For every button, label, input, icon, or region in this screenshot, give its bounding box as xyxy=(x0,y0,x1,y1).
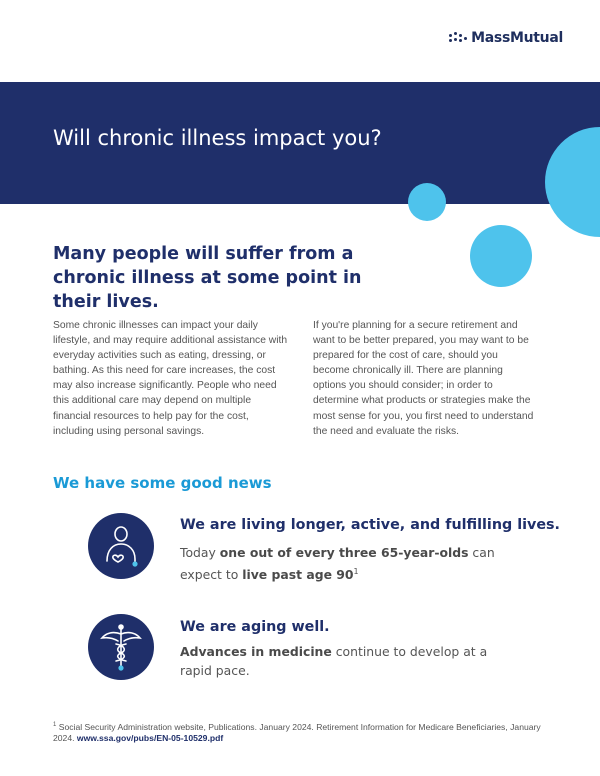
intro-subheading: Many people will suffer from a chronic illness at some point in their lives. xyxy=(53,244,362,312)
decorative-circle-medium xyxy=(470,225,532,287)
ssa-source-link[interactable]: www.ssa.gov/pubs/EN-05-10529.pdf xyxy=(76,733,224,744)
decorative-circle-small xyxy=(408,183,446,221)
caduceus-icon xyxy=(88,614,154,680)
body-paragraph-right: If you're planning for a secure retirement and want to be better prepared, you may want to be prepared for the cost of care, should you become chronically ill. There are planning options you should consider; in order to determine what products or strategies make the most sense for you, you first need to understand the need and evaluate the risks. xyxy=(313,320,534,437)
page-title: Will chronic illness impact you? xyxy=(53,126,382,150)
body-paragraph-left: Some chronic illnesses can impact your daily lifestyle, and may require additional assistance with everyday activities such as eating, dressing, or bathing. As this need for care increases, the cost may also increase significantly. People who need this additional care may depend on multiple financial resources to help pay for the cost, including using personal savings. xyxy=(53,320,288,437)
fact-title-aging-well: We are aging well. xyxy=(180,619,330,635)
footnote: $^1$ Social Security Administration website, Publications. January 2024. Retirement Information for Medicare Beneficiaries, January 2024. www.ssa.gov/pubs/EN-05-10529.pdf xyxy=(53,721,541,744)
good-news-heading: We have some good news xyxy=(53,474,272,492)
dots-grid-icon xyxy=(449,32,467,44)
massmutual-logo xyxy=(449,30,563,46)
title-banner xyxy=(0,82,600,204)
person-heart-icon xyxy=(88,513,154,579)
fact-body-aging-well: Advances in medicine continue to develop at a rapid pace. xyxy=(180,644,488,678)
fact-title-living-longer: We are living longer, active, and fulfilling lives. xyxy=(180,517,560,533)
logo-text: MassMutual xyxy=(471,30,563,46)
fact-body-living-longer: Today one out of every three 65-year-olds can expect to live past age $90^1$ xyxy=(180,545,495,583)
